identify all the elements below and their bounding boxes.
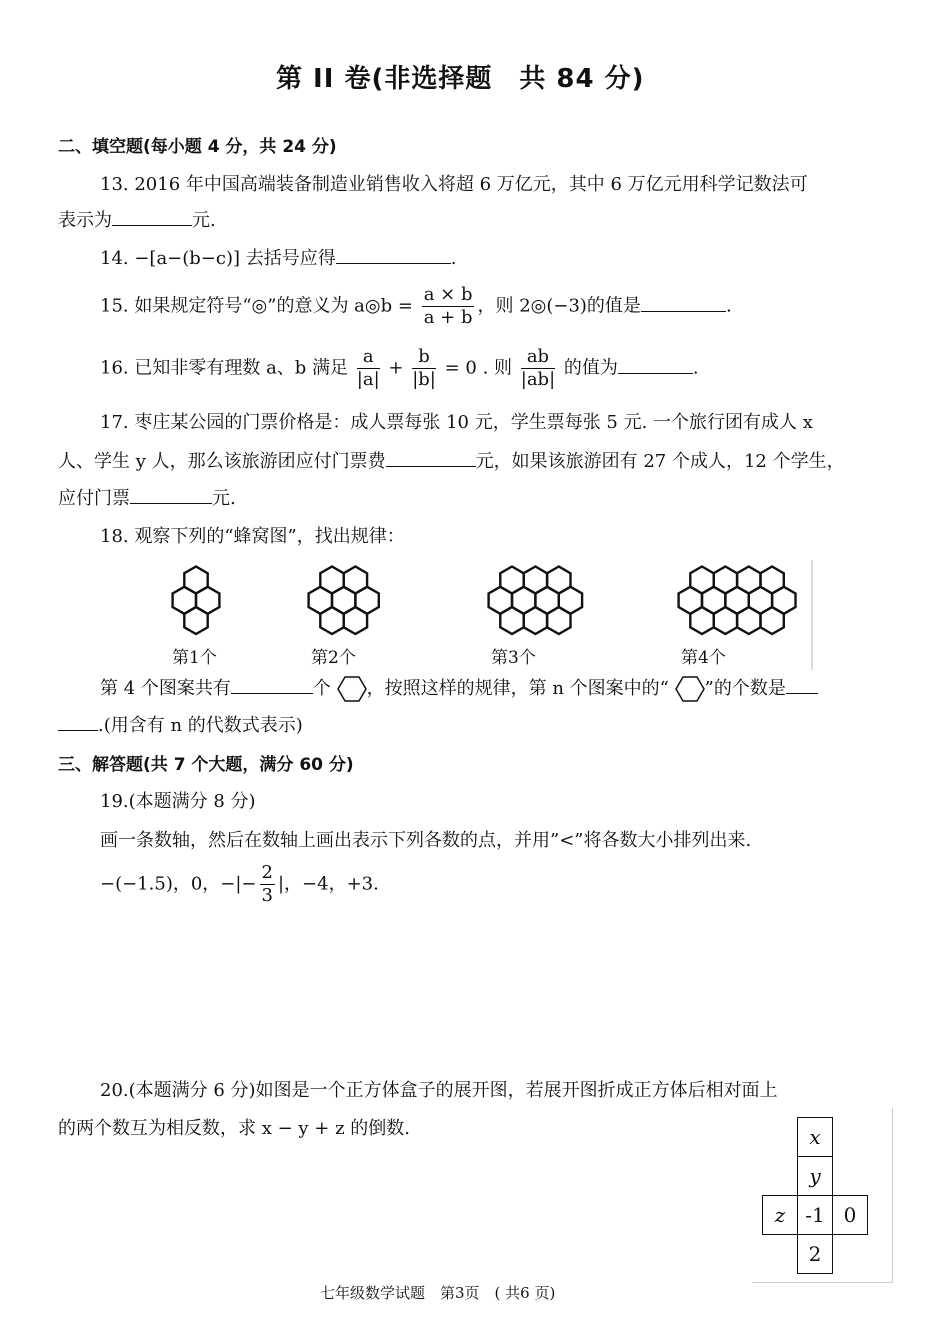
q20-line1: 20.(本题满分 6 分)如图是一个正方体盒子的展开图，若展开图折成正方体后相对面上 — [100, 1080, 778, 1101]
q17-line2b: 元，如果该旅游团有 27 个成人，12 个学生， — [475, 451, 845, 472]
cube-net — [762, 1117, 868, 1274]
q16-plus: + — [388, 357, 404, 379]
empty-cell — [763, 1235, 798, 1274]
cube-face-x-label: x — [809, 1125, 821, 1149]
q15-end: . — [725, 295, 732, 317]
q18-l2c: ，按照这样的规律，第 n 个图案中的“ — [366, 678, 669, 699]
cube-face-2: 2 — [798, 1235, 833, 1274]
empty-cell — [763, 1157, 798, 1196]
q19-fraction — [260, 862, 275, 907]
q14-blank — [336, 262, 451, 264]
q15-post: ，则 2◎(−3)的值是 — [477, 295, 641, 317]
hexagon-icon — [675, 675, 705, 703]
q16-frac1 — [357, 346, 380, 391]
q13-post: 元. — [192, 210, 216, 231]
q19-frac-den: 3 — [261, 885, 273, 906]
q16-eq: = 0 . 则 — [444, 357, 513, 379]
q17-line2a: 人、学生 y 人，那么该旅游团应付门票费 — [58, 451, 386, 472]
q17-line3b: 元. — [212, 488, 236, 509]
cube-face-x — [798, 1118, 833, 1157]
q16 — [100, 346, 699, 391]
honeycomb-cell — [737, 607, 760, 634]
q15 — [100, 284, 732, 329]
honeycomb-cell — [344, 607, 367, 634]
page-footer: 七年级数学试题 第3页 ( 共6 页) — [320, 1284, 556, 1302]
q16-end: . — [692, 357, 699, 379]
q19-expr-b: |，−4，+3. — [277, 873, 379, 895]
cube-face-z — [763, 1196, 798, 1235]
q16-f1-num: a — [357, 346, 380, 369]
q20-line2: 的两个数互为相反数，求 x − y + z 的倒数. — [58, 1118, 411, 1139]
q15-num: a × b — [423, 284, 473, 305]
q16-post: 的值为 — [563, 357, 618, 379]
section-2-heading: 二、填空题(每小题 4 分，共 24 分) — [58, 137, 337, 157]
honeycomb-cell — [547, 607, 570, 634]
caption-4: 第4个 — [681, 648, 726, 668]
empty-cell — [833, 1118, 868, 1157]
q16-pre: 16. 已知非零有理数 a、b 满足 — [100, 357, 349, 379]
q18-line2 — [100, 674, 818, 703]
q15-pre: 15. 如果规定符号“◎”的意义为 a◎b = — [100, 295, 413, 317]
page-title: 第 II 卷(非选择题 共 84 分) — [276, 64, 645, 94]
q15-blank — [641, 310, 726, 312]
cube-face-neg1: -1 — [798, 1196, 833, 1235]
q18-line1: 18. 观察下列的“蜂窝图”，找出规律： — [100, 526, 405, 547]
honeycomb-cell — [714, 607, 737, 634]
q18-l3: .(用含有 n 的代数式表示) — [98, 715, 303, 736]
empty-cell — [763, 1118, 798, 1157]
q18-blank2a — [786, 692, 818, 694]
q18-line3 — [58, 711, 303, 737]
q19-expr-a: −(−1.5)，0，−|− — [100, 873, 257, 895]
q17-blank2 — [130, 502, 212, 504]
q16-f3-num: ab — [521, 346, 555, 369]
section-3-heading: 三、解答题(共 7 个大题，满分 60 分) — [58, 755, 354, 775]
q18-l2b: 个 — [312, 678, 331, 699]
empty-cell — [833, 1235, 868, 1274]
q13-line1: 13. 2016 年中国高端装备制造业销售收入将超 6 万亿元，其中 6 万亿元用科学记数法可 — [100, 174, 808, 195]
cube-face-y-label: y — [809, 1164, 821, 1188]
caption-2: 第2个 — [311, 648, 356, 668]
cube-face-y — [798, 1157, 833, 1196]
q14 — [100, 244, 456, 270]
q16-f2-den: |b| — [412, 369, 436, 390]
honeycomb-cell — [184, 607, 207, 634]
caption-1: 第1个 — [172, 648, 217, 668]
q18-l2d: ”的个数是 — [704, 678, 786, 699]
q16-f1-den: |a| — [356, 369, 380, 390]
q19-frac-num: 2 — [261, 862, 273, 883]
q13-pre: 表示为 — [58, 210, 112, 231]
empty-cell — [833, 1157, 868, 1196]
cube-face-z-label: z — [774, 1203, 786, 1227]
q16-blank — [618, 372, 693, 374]
q13-blank — [112, 224, 192, 226]
cube-face-0: 0 — [833, 1196, 868, 1235]
q16-f2-num: b — [412, 346, 436, 369]
q17-line3a: 应付门票 — [58, 488, 130, 509]
q17-line3 — [58, 484, 236, 510]
q15-den: a + b — [423, 307, 473, 328]
q19-head: 19.(本题满分 8 分) — [100, 791, 256, 812]
q17-line1: 17. 枣庄某公园的门票价格是：成人票每张 10 元，学生票每张 5 元. 一个旅行团有成人 x — [100, 412, 813, 433]
q16-frac2 — [412, 346, 436, 391]
q14-text: 14. −[a−(b−c)] 去括号应得 — [100, 248, 336, 269]
honeycomb-cell — [690, 607, 713, 634]
q14-end: . — [450, 248, 457, 269]
q15-fraction — [422, 284, 475, 329]
caption-3: 第3个 — [491, 648, 536, 668]
q16-frac3 — [521, 346, 555, 391]
q17-blank1 — [386, 465, 476, 467]
q16-f3-den: |ab| — [520, 369, 556, 390]
honeycomb-cell — [524, 607, 547, 634]
honeycomb-cell — [500, 607, 523, 634]
q18-blank2b — [58, 729, 98, 731]
q18-l2a: 第 4 个图案共有 — [100, 678, 231, 699]
q13-line2 — [58, 206, 216, 232]
hexagon-icon — [337, 675, 367, 703]
q19-body: 画一条数轴，然后在数轴上画出表示下列各数的点，并用”<”将各数大小排列出来. — [100, 830, 752, 851]
honeycomb-cell — [320, 607, 343, 634]
q18-blank1 — [231, 692, 313, 694]
q19-expression — [100, 862, 379, 907]
q17-line2 — [58, 447, 845, 473]
honeycomb-cell — [761, 607, 784, 634]
